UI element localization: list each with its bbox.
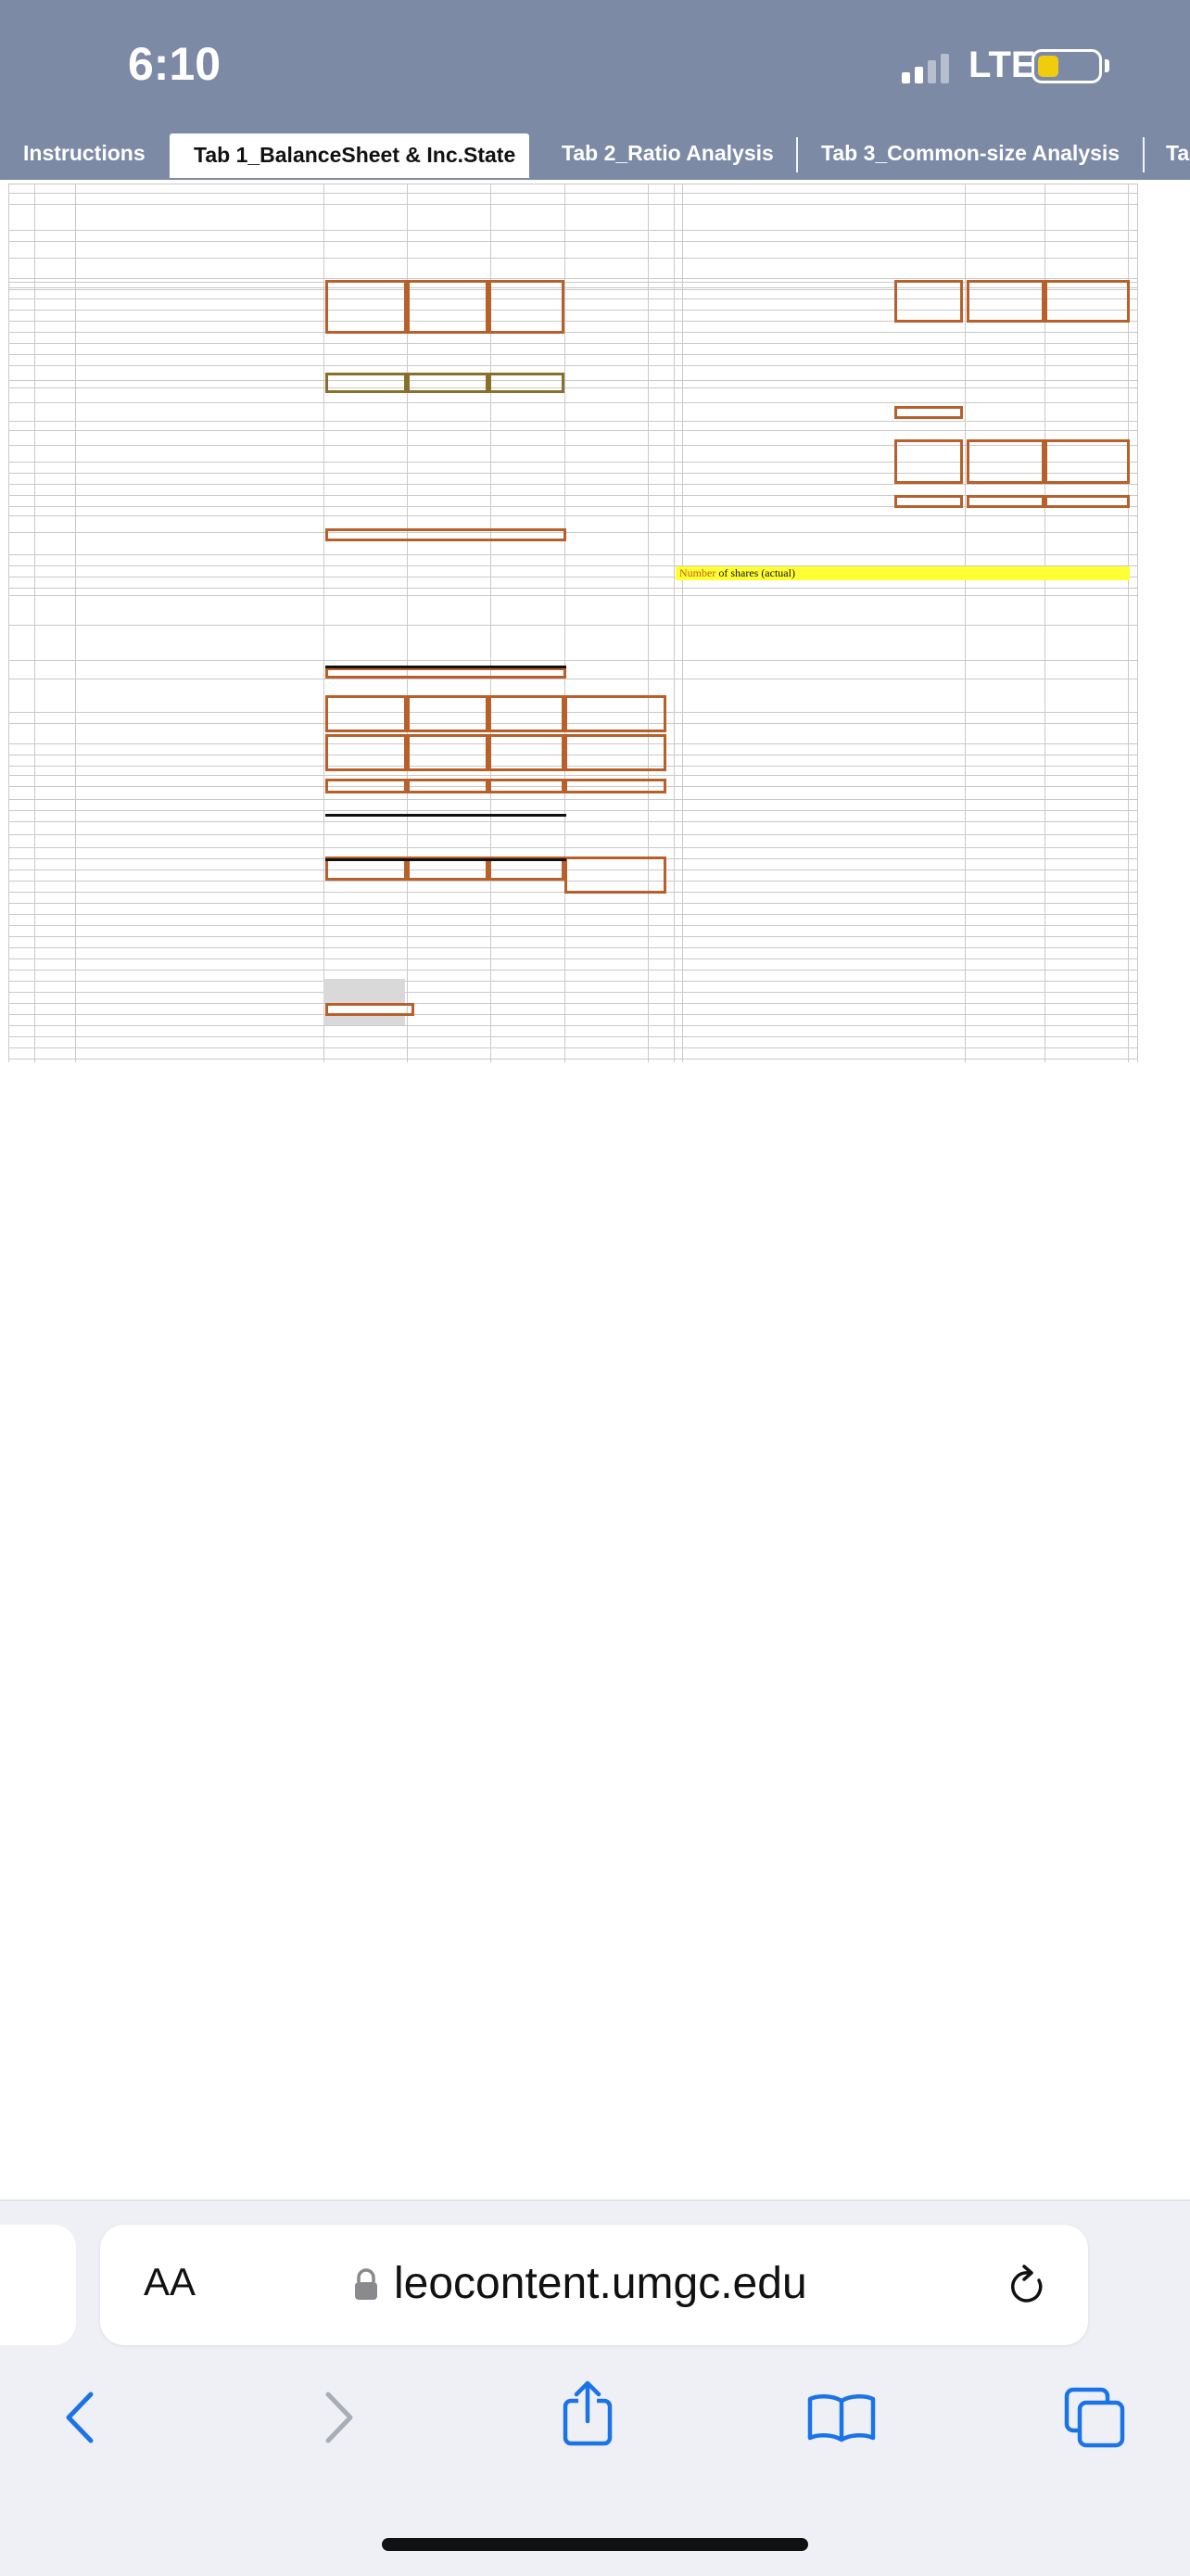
highlight-box (407, 280, 488, 334)
clock: 6:10 (128, 38, 222, 90)
grid-row-line (8, 515, 1137, 516)
highlight-box (564, 695, 666, 732)
highlight-box (325, 779, 407, 793)
grid-row-line (8, 1025, 1137, 1026)
highlight-box-olive (488, 373, 564, 393)
tab-next-overflow[interactable]: Ta (1166, 141, 1190, 165)
grid-col-line (323, 184, 324, 1062)
highlight-box (488, 779, 564, 793)
spreadsheet-grid (8, 184, 1137, 1062)
grid-row-line (8, 354, 1137, 355)
grid-row-line (8, 958, 1137, 959)
battery-tip (1105, 59, 1109, 72)
grid-row-line (8, 925, 1137, 926)
grid-row-line (8, 847, 1137, 848)
underline-bar (325, 814, 566, 817)
sheet-tabs (0, 132, 1190, 180)
highlight-box (967, 280, 1044, 323)
grid-row-line (8, 660, 1137, 661)
highlight-box-olive (407, 373, 488, 393)
grid-col-line (682, 184, 683, 1062)
reload-icon[interactable] (1006, 2262, 1050, 2310)
grid-row-line (8, 380, 1137, 381)
grid-row-line (8, 241, 1137, 242)
grid-row-line (8, 484, 1137, 485)
grid-col-line (648, 184, 649, 1062)
underline-bar (325, 666, 566, 668)
grid-row-line (8, 421, 1137, 422)
highlight-box (325, 528, 566, 541)
grid-col-line (8, 184, 9, 1062)
shares-label (679, 567, 795, 579)
grid-col-line (75, 184, 76, 1062)
grid-row-line (8, 834, 1137, 835)
text-size-button[interactable]: AA (144, 2260, 196, 2303)
highlight-box (1044, 439, 1130, 484)
grid-row-line (8, 258, 1137, 259)
grid-row-line (8, 821, 1137, 822)
grid-col-line (1137, 184, 1138, 1062)
highlight-box (325, 280, 407, 334)
highlight-box (325, 667, 566, 679)
battery-icon (1032, 49, 1102, 83)
previous-tab-pill[interactable] (0, 2225, 76, 2345)
highlight-box (894, 280, 963, 323)
home-indicator (382, 2538, 808, 2551)
highlight-box-olive (325, 373, 407, 393)
highlight-box (1044, 495, 1130, 508)
grid-row-line (8, 387, 1137, 388)
shares-label-a: Number (679, 566, 716, 579)
grid-row-line (8, 343, 1137, 344)
grid-row-line (8, 278, 1137, 279)
lock-icon (352, 2268, 380, 2302)
highlight-box (564, 857, 666, 894)
highlight-box (325, 1003, 414, 1016)
grid-row-line (8, 1014, 1137, 1015)
highlight-box (894, 495, 963, 508)
highlight-box (967, 439, 1044, 484)
grid-col-line (34, 184, 35, 1062)
grid-row-line (8, 365, 1137, 366)
grid-row-line (8, 625, 1137, 626)
tab-balance-sheet[interactable]: Tab 1_BalanceSheet & Inc.State (170, 133, 529, 178)
tab-separator (1143, 137, 1145, 172)
grid-row-line (8, 402, 1137, 403)
shares-label-b: of shares (actual) (718, 566, 795, 579)
highlight-box (894, 406, 963, 419)
grid-row-line (8, 532, 1137, 533)
highlight-box (407, 734, 488, 771)
cellular-signal-icon (902, 54, 949, 83)
highlight-box (967, 495, 1044, 508)
grid-row-line (8, 1036, 1137, 1037)
grid-row-line (8, 1047, 1137, 1048)
grid-row-line (8, 332, 1137, 333)
grid-row-line (8, 970, 1137, 971)
grid-row-line (8, 810, 1137, 811)
grid-row-line (8, 799, 1137, 800)
grid-row-line (8, 554, 1137, 555)
highlight-box (407, 779, 488, 793)
grid-row-line (8, 775, 1137, 776)
status-bar (0, 0, 1190, 132)
highlight-box (1044, 280, 1130, 323)
tab-separator (796, 137, 798, 172)
grid-row-line (8, 588, 1137, 589)
forward-icon[interactable] (315, 2387, 361, 2448)
bookmarks-icon[interactable] (804, 2392, 879, 2443)
highlight-box (488, 280, 564, 334)
grid-row-line (8, 430, 1137, 431)
grid-row-line (8, 992, 1137, 993)
tab-instructions[interactable]: Instructions (23, 141, 146, 165)
back-icon[interactable] (57, 2387, 104, 2448)
underline-bar (325, 858, 566, 861)
highlight-box (325, 734, 407, 771)
url-text[interactable]: leocontent.umgc.edu (394, 2259, 807, 2308)
grid-row-line (8, 903, 1137, 904)
grid-row-line (8, 1003, 1137, 1004)
highlight-box (564, 734, 666, 771)
grid-row-line (8, 193, 1137, 194)
grid-row-line (8, 936, 1137, 937)
highlight-box (325, 695, 407, 732)
tab-ratio-analysis[interactable]: Tab 2_Ratio Analysis (562, 141, 774, 165)
share-icon[interactable] (556, 2380, 621, 2449)
grid-col-line (564, 184, 565, 1062)
network-type: LTE (968, 44, 1036, 85)
grid-row-line (8, 914, 1137, 915)
avg-input-shade (323, 979, 405, 1003)
grid-col-line (965, 184, 966, 1062)
highlight-box (488, 734, 564, 771)
grid-col-line (674, 184, 675, 1062)
grid-row-line (8, 947, 1137, 948)
tab-common-size[interactable]: Tab 3_Common-size Analysis (821, 141, 1120, 165)
grid-row-line (8, 204, 1137, 205)
highlight-box (564, 779, 666, 793)
grid-row-line (8, 981, 1137, 982)
highlight-box (407, 695, 488, 732)
grid-row-line (8, 230, 1137, 231)
grid-row-line (8, 1059, 1137, 1060)
highlight-box (488, 695, 564, 732)
grid-row-line (8, 595, 1137, 596)
tabs-overview-icon[interactable] (1061, 2384, 1128, 2451)
highlight-box (894, 439, 963, 484)
